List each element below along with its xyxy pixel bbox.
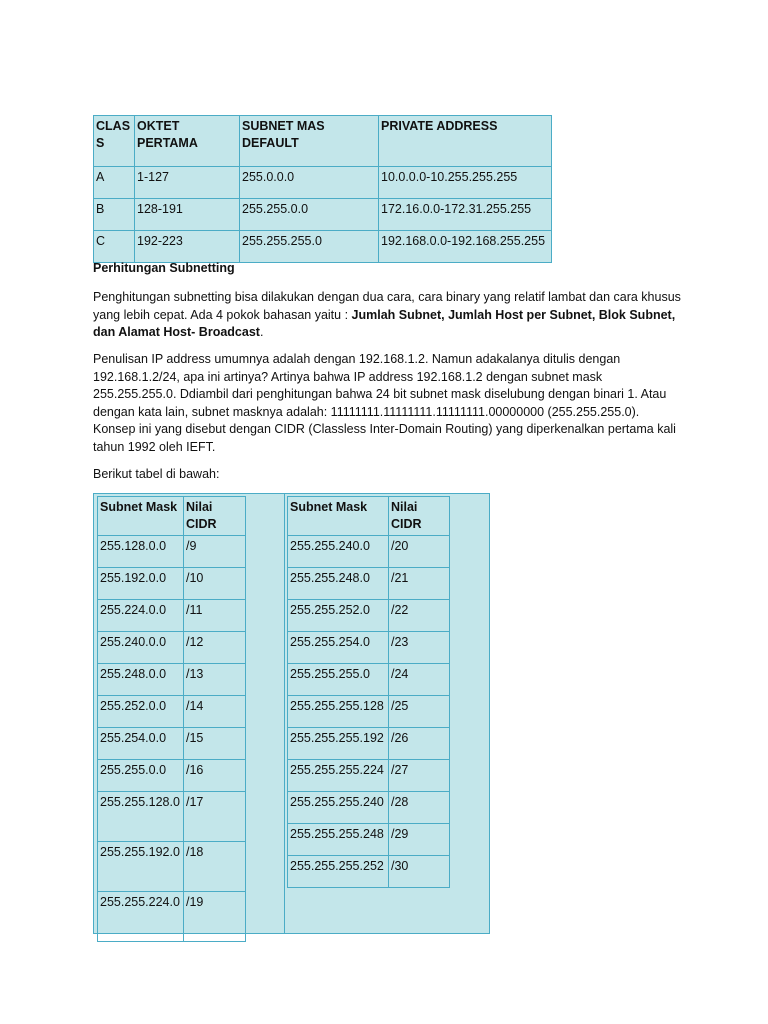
cell: 255.255.192.0 <box>98 842 184 892</box>
cell: 255.224.0.0 <box>98 600 184 632</box>
cell: /30 <box>389 856 450 888</box>
table-row <box>98 568 246 600</box>
table-row <box>288 664 450 696</box>
cell: 255.255.255.240 <box>288 792 389 824</box>
cell: /17 <box>184 792 246 842</box>
cell: 255.255.255.128 <box>288 696 389 728</box>
cell: /23 <box>389 632 450 664</box>
table-row <box>98 536 246 568</box>
table-header-row <box>98 497 246 536</box>
divider <box>284 494 285 933</box>
table-row <box>98 760 246 792</box>
table-row <box>288 536 450 568</box>
table-row <box>94 199 552 231</box>
header-subnet-mask: Subnet Mask <box>98 497 184 536</box>
table-row <box>288 632 450 664</box>
table-row <box>98 696 246 728</box>
cell: B <box>94 199 135 231</box>
cell: /11 <box>184 600 246 632</box>
cell: 255.255.240.0 <box>288 536 389 568</box>
cell: /12 <box>184 632 246 664</box>
table-row <box>288 568 450 600</box>
cell: 255.255.255.224 <box>288 760 389 792</box>
cell: 172.16.0.0-172.31.255.255 <box>379 199 552 231</box>
paragraph-bold-topics: Jumlah Subnet, Jumlah Host per Subnet, Blok Subnet, dan Alamat Host- Broadcast <box>93 307 676 339</box>
cell: 192-223 <box>135 231 240 263</box>
cell: /28 <box>389 792 450 824</box>
cell: 255.255.255.192 <box>288 728 389 760</box>
header-cidr-value: Nilai CIDR <box>389 497 450 536</box>
cell: /24 <box>389 664 450 696</box>
cell: 255.254.0.0 <box>98 728 184 760</box>
cell: /21 <box>389 568 450 600</box>
cell: /16 <box>184 760 246 792</box>
table-row <box>98 842 246 892</box>
table-row <box>98 792 246 842</box>
header-subnet-mask: Subnet Mask <box>288 497 389 536</box>
cell: 192.168.0.0-192.168.255.255 <box>379 231 552 263</box>
cell: /13 <box>184 664 246 696</box>
cell: 255.255.0.0 <box>98 760 184 792</box>
table-row <box>98 664 246 696</box>
table-row <box>288 824 450 856</box>
table-row <box>288 728 450 760</box>
paragraph-cidr-explanation: Penulisan IP address umumnya adalah dengan 192.168.1.2. Namun adakalanya ditulis dengan 192.168.1.2/24, apa ini artinya? Artinya bahwa IP address 192.168.1.2 dengan subnet mask 255.255.255.0. Ddiambil dari penghitungan bahwa 24 bit subnet mask diselubung dengan binari 1. Atau dengan kata lain, subnet masknya adalah: 11111111.11111111.11111111.00000000 (255.255.255.0). Konsep ini yang disebut dengan CIDR (Classless Inter-Domain Routing) yang diperkenalkan pertama kali tahun 1992 oleh IEFT. <box>93 352 676 454</box>
cell: 255.255.224.0 <box>98 892 184 942</box>
cell: /19 <box>184 892 246 942</box>
cell: 255.255.0.0 <box>240 199 379 231</box>
table-row <box>98 632 246 664</box>
cell: 255.255.255.0 <box>288 664 389 696</box>
cell: /29 <box>389 824 450 856</box>
section-heading: Perhitungan Subnetting <box>93 261 235 275</box>
cell: /25 <box>389 696 450 728</box>
cell: /9 <box>184 536 246 568</box>
cell: /27 <box>389 760 450 792</box>
cell: 255.248.0.0 <box>98 664 184 696</box>
table-row <box>94 231 552 263</box>
cidr-tables-container <box>93 493 490 934</box>
table-row <box>98 600 246 632</box>
header-class: CLAS S <box>94 116 135 167</box>
table-row <box>288 600 450 632</box>
table-row <box>288 792 450 824</box>
cell: C <box>94 231 135 263</box>
cell: /18 <box>184 842 246 892</box>
cell: 255.255.248.0 <box>288 568 389 600</box>
ip-class-table <box>93 115 552 263</box>
cell: 255.0.0.0 <box>240 167 379 199</box>
cell: /22 <box>389 600 450 632</box>
header-default-mask: SUBNET MAS DEFAULT <box>240 116 379 167</box>
cell: 255.255.128.0 <box>98 792 184 842</box>
cell: 255.255.252.0 <box>288 600 389 632</box>
header-private-address: PRIVATE ADDRESS <box>379 116 552 167</box>
paragraph-text: Penghitungan subnetting bisa dilakukan dengan dua cara, cara binary yang relatif lambat dan cara khusus yang lebih cepat. Ada 4 pokok bahasan yaitu : <box>93 290 681 322</box>
table-row <box>288 856 450 888</box>
cidr-table-right <box>287 496 450 888</box>
table-row <box>94 167 552 199</box>
paragraph-methods <box>93 289 683 342</box>
paragraph-end: . <box>259 325 264 339</box>
cell: 255.255.255.248 <box>288 824 389 856</box>
cell: 255.192.0.0 <box>98 568 184 600</box>
cell: 10.0.0.0-10.255.255.255 <box>379 167 552 199</box>
cell: A <box>94 167 135 199</box>
cell: 255.128.0.0 <box>98 536 184 568</box>
cell: 1-127 <box>135 167 240 199</box>
cell: /26 <box>389 728 450 760</box>
table-header-row <box>94 116 552 167</box>
cell: /10 <box>184 568 246 600</box>
cell: 128-191 <box>135 199 240 231</box>
table-row <box>98 728 246 760</box>
cell: /14 <box>184 696 246 728</box>
table-header-row <box>288 497 450 536</box>
cell: /20 <box>389 536 450 568</box>
paragraph-table-intro: Berikut tabel di bawah: <box>93 467 220 481</box>
cell: 255.255.255.252 <box>288 856 389 888</box>
cell: 255.252.0.0 <box>98 696 184 728</box>
table-row <box>288 760 450 792</box>
cell: 255.240.0.0 <box>98 632 184 664</box>
cell: /15 <box>184 728 246 760</box>
table-row <box>288 696 450 728</box>
table-row <box>98 892 246 942</box>
cidr-table-left <box>97 496 246 942</box>
cell: 255.255.255.0 <box>240 231 379 263</box>
header-cidr-value: Nilai CIDR <box>184 497 246 536</box>
header-first-octet: OKTET PERTAMA <box>135 116 240 167</box>
cell: 255.255.254.0 <box>288 632 389 664</box>
